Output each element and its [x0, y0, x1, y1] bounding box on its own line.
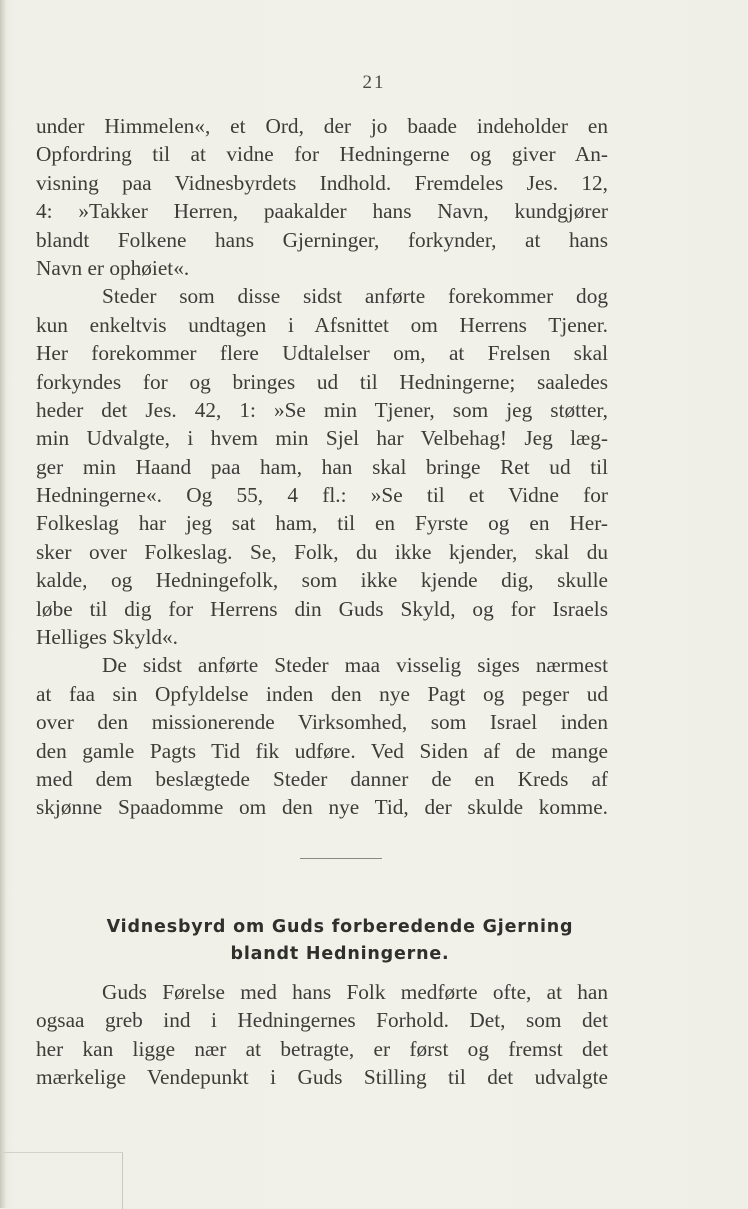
text-line: Helliges Skyld«. — [36, 625, 178, 650]
text-line: Hedningerne«. Og 55, 4 fl.: »Se til et Vidne for — [36, 483, 608, 508]
text-line: Navn er ophøiet«. — [36, 255, 190, 280]
text-line: skjønne Spaadomme om den nye Tid, der skulde komme. — [36, 795, 608, 820]
text-line: Guds Førelse med hans Folk medførte ofte, at han — [102, 980, 608, 1004]
text-line: mærkelige Vendepunkt i Guds Stilling til det udvalgte — [36, 1065, 608, 1090]
text-line: De sidst anførte Steder maa visselig siges nærmest — [102, 653, 608, 678]
text-line: visning paa Vidnesbyrdets Indhold. Fremdeles Jes. 12, — [36, 170, 608, 195]
text-line: Steder som disse sidst anførte forekommer dog — [102, 284, 608, 309]
text-line: Folkeslag har jeg sat ham, til en Fyrste og en Her- — [36, 511, 608, 536]
text-line: her kan ligge nær at betragte, er først og fremst det — [36, 1036, 608, 1061]
body-text-section-2 — [36, 978, 608, 1092]
text-line: Her forekommer flere Udtalelser om, at Frelsen skal — [36, 341, 608, 366]
page-left-edge — [0, 0, 6, 1208]
text-line: heder det Jes. 42, 1: »Se min Tjener, som jeg støtter, — [36, 397, 608, 422]
text-line: ogsaa greb ind i Hedningernes Forhold. Det, som det — [36, 1008, 608, 1033]
text-line: løbe til dig for Herrens din Guds Skyld, og for Israels — [36, 596, 608, 621]
text-line: under Himmelen«, et Ord, der jo baade indeholder en — [36, 114, 608, 138]
text-line: blandt Folkene hans Gjerninger, forkynder, at hans — [36, 227, 608, 252]
text-line: kun enkeltvis undtagen i Afsnittet om Herrens Tjener. — [36, 312, 608, 337]
heading-line: blandt Hedningerne. — [230, 944, 450, 964]
text-line: Opfordring til at vidne for Hedningerne og giver An- — [36, 142, 608, 167]
section-heading — [60, 914, 620, 968]
heading-line: Vidnesbyrd om Guds forberedende Gjerning — [106, 917, 574, 937]
text-line: 4: »Takker Herren, paakalder hans Navn, kundgjører — [36, 199, 608, 224]
scan-corner-mark — [0, 1152, 123, 1209]
text-line: over den missionerende Virksomhed, som Israel inden — [36, 710, 608, 735]
page-number: 21 — [362, 72, 386, 93]
text-line: forkyndes for og bringes ud til Hedningerne; saaledes — [36, 369, 608, 394]
text-line: ger min Haand paa ham, han skal bringe Ret ud til — [36, 454, 608, 479]
text-line: at faa sin Opfyldelse inden den nye Pagt og peger ud — [36, 681, 608, 706]
text-line: den gamle Pagts Tid fik udføre. Ved Siden af de mange — [36, 738, 608, 763]
section-separator — [300, 858, 382, 859]
text-line: sker over Folkeslag. Se, Folk, du ikke kjender, skal du — [36, 539, 608, 564]
text-line: kalde, og Hedningefolk, som ikke kjende dig, skulle — [36, 568, 608, 593]
body-text-section-1 — [36, 112, 608, 822]
text-line: min Udvalgte, i hvem min Sjel har Velbehag! Jeg læg- — [36, 426, 608, 451]
text-line: med dem beslægtede Steder danner de en Kreds af — [36, 766, 608, 791]
